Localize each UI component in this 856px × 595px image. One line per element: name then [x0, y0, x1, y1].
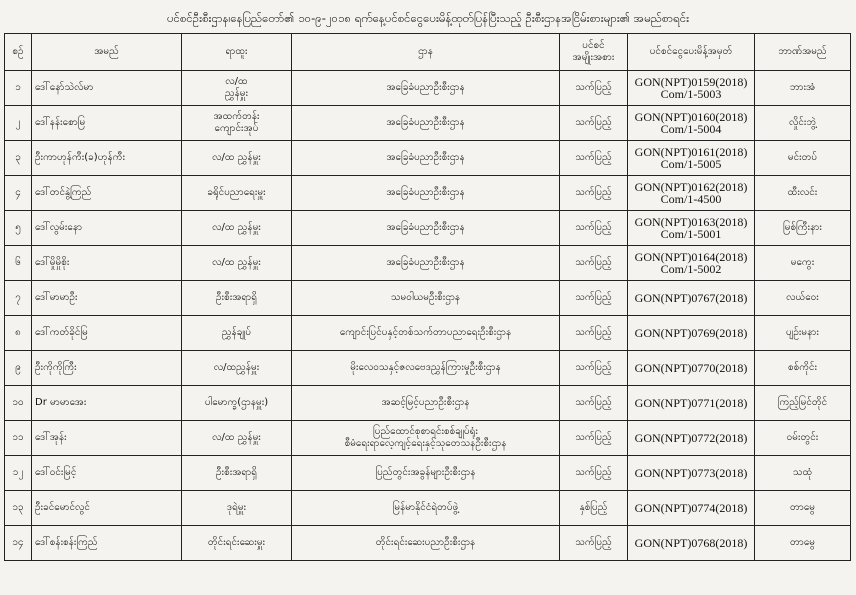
cell-name: ဒေါ်ဝင်းမြင့်	[32, 456, 182, 491]
cell-position-line: ခရိုင်ပညာရေးမှူး	[207, 187, 266, 198]
cell-department	[292, 491, 560, 526]
cell-position-line: လ/ထ	[225, 76, 248, 87]
cell-pension-type: သက်ပြည့်	[560, 386, 628, 421]
cell-department	[292, 456, 560, 491]
cell-license-number	[628, 106, 755, 141]
page-title: ပင်စင်ဦးစီးဌာန၊နေပြည်တော်၏ ၁၀-၉-၂၀၁၈ ရက်နေ့ပင်စင်ငွေပေးမိန့်ထုတ်ပြန်ပြီးသည့် ဦးစီးဌာနအငြိမ်းစားများ၏ အမည်စာရင်း	[166, 11, 689, 25]
cell-license-number	[628, 316, 755, 351]
cell-position	[182, 141, 292, 176]
cell-department-line: အခြေခံပညာဦးစီးဌာန	[386, 117, 465, 128]
cell-department-line: ကျောင်းပြင်ပနှင့်တစ်သက်တာပညာရေးဦးစီးဌာန	[339, 327, 512, 338]
cell-license-number	[628, 351, 755, 386]
cell-position	[182, 281, 292, 316]
cell-license-number	[628, 491, 755, 526]
table-row	[5, 456, 851, 491]
cell-license-number	[628, 71, 755, 106]
cell-subject: ဘားအံ	[755, 71, 851, 106]
cell-department-line: သမဝါယမဦးစီးဌာန	[390, 292, 461, 303]
cell-license-number-line: Com/1-5005	[660, 157, 722, 171]
table-row	[5, 281, 851, 316]
cell-license-number-line: Com/1-5004	[660, 122, 722, 136]
cell-license-number-line: GON(NPT)0162(2018)	[634, 180, 748, 194]
cell-no: ၅	[5, 211, 32, 246]
cell-department	[292, 141, 560, 176]
cell-license-number	[628, 526, 755, 561]
cell-no: ၄	[5, 176, 32, 211]
cell-pension-type: သက်ပြည့်	[560, 526, 628, 561]
cell-position-line: ဦးစီးအရာရှိ	[215, 467, 258, 478]
cell-name: ဒေါ်လွမ်းနော	[32, 211, 182, 246]
col-header-subject: ဘာဏ်အမည်	[755, 34, 851, 71]
table-row	[5, 211, 851, 246]
col-header-pension-type	[560, 34, 628, 71]
cell-subject: ထီးလင်း	[755, 176, 851, 211]
cell-position	[182, 351, 292, 386]
table-row	[5, 421, 851, 456]
cell-license-number	[628, 281, 755, 316]
table-row	[5, 71, 851, 106]
table-row	[5, 141, 851, 176]
cell-department	[292, 281, 560, 316]
cell-pension-type: သက်ပြည့်	[560, 176, 628, 211]
cell-department	[292, 71, 560, 106]
cell-license-number	[628, 211, 755, 246]
cell-position	[182, 211, 292, 246]
cell-department	[292, 421, 560, 456]
cell-department-line: စီမံရေးရာလေ့ကျင့်ရေးနှင့်သုတေသနဦးစီးဌာန	[344, 438, 507, 449]
cell-subject: စစ်ကိုင်း	[755, 351, 851, 386]
cell-position	[182, 176, 292, 211]
cell-department-line: အခြေခံပညာဦးစီးဌာန	[386, 152, 465, 163]
cell-license-number-line: Com/1-4500	[660, 192, 722, 206]
cell-name: ဦးကိုကိုကြီး	[32, 351, 182, 386]
table-row	[5, 106, 851, 141]
cell-license-number-line: GON(NPT)0772(2018)	[634, 431, 748, 445]
cell-name: ဒေါ်နန်းစောမြ	[32, 106, 182, 141]
cell-position	[182, 316, 292, 351]
cell-department-line: အခြေခံပညာဦးစီးဌာန	[386, 257, 465, 268]
cell-position	[182, 106, 292, 141]
cell-name: ဒေါ်ကတ်ခိုင်မြ	[32, 316, 182, 351]
col-header-department: ဌာန	[292, 34, 560, 71]
col-header-pension-type-line1: ပင်စင်	[582, 40, 605, 51]
cell-license-number	[628, 246, 755, 281]
cell-department	[292, 176, 560, 211]
cell-no: ၆	[5, 246, 32, 281]
cell-license-number-line: GON(NPT)0161(2018)	[634, 145, 748, 159]
cell-subject: ဝမ်းတွင်း	[755, 421, 851, 456]
table-row	[5, 351, 851, 386]
table-body	[5, 71, 851, 561]
cell-name: ဒေါ်မာမာဦး	[32, 281, 182, 316]
cell-position-line: ပါမောက္ခ(ဌာနမှူး)	[204, 397, 269, 408]
cell-position-line: ဦးစီးအရာရှိ	[215, 292, 258, 303]
cell-license-number-line: GON(NPT)0771(2018)	[634, 396, 748, 410]
cell-name: ဦးကာဟုန်ကီး(ခ)ဟုန်ကီး	[32, 141, 182, 176]
col-header-pension-type-line2: အမျိုးအစား	[572, 52, 615, 63]
cell-no: ၂	[5, 106, 32, 141]
table-row	[5, 176, 851, 211]
cell-position-line: ညွှန်ချုပ်	[221, 327, 252, 338]
cell-license-number-line: GON(NPT)0773(2018)	[634, 466, 748, 480]
cell-position-line: လ/ထညွှန်မှူး	[213, 362, 260, 373]
cell-name: ဒေါ်စန်းစန်းကြည်	[32, 526, 182, 561]
pensioner-table	[4, 33, 851, 561]
cell-pension-type: သက်ပြည့်	[560, 211, 628, 246]
cell-pension-type: သက်ပြည့်	[560, 456, 628, 491]
cell-license-number	[628, 456, 755, 491]
cell-pension-type: သက်ပြည့်	[560, 141, 628, 176]
cell-no: ၉	[5, 351, 32, 386]
cell-no: ၁၂	[5, 456, 32, 491]
cell-position-line: ကျောင်းအုပ်	[214, 123, 259, 134]
cell-subject: လှိုင်းဘွဲ့	[755, 106, 851, 141]
cell-license-number-line: GON(NPT)0159(2018)	[634, 75, 748, 89]
cell-name: ဒေါ်တင်နွဲ့ကြည်	[32, 176, 182, 211]
cell-position-line: လ/ထ ညွှန်မှူး	[212, 432, 261, 443]
col-header-position: ရာထူး	[182, 34, 292, 71]
cell-department-line: မိုးလေဝသနှင့်ဇလဗေဒညွှန်ကြားမှုဦးစီးဌာန	[350, 362, 501, 373]
cell-position-line: လ/ထ ညွှန်မှူး	[212, 257, 261, 268]
cell-name: ဒေါ်မှိုမှိုစိုး	[32, 246, 182, 281]
cell-name: ဒေါ်အုန်း	[32, 421, 182, 456]
cell-position-line: ဒုရဲမှူး	[226, 502, 247, 513]
cell-department-line: အခြေခံပညာဦးစီးဌာန	[386, 82, 465, 93]
cell-license-number	[628, 176, 755, 211]
cell-no: ၈	[5, 316, 32, 351]
cell-license-number-line: GON(NPT)0770(2018)	[634, 361, 748, 375]
cell-department	[292, 351, 560, 386]
cell-license-number	[628, 141, 755, 176]
cell-pension-type: သက်ပြည့်	[560, 106, 628, 141]
cell-license-number-line: GON(NPT)0767(2018)	[634, 291, 748, 305]
cell-department-line: အခြေခံပညာဦးစီးဌာန	[386, 187, 465, 198]
cell-no: ၁၀	[5, 386, 32, 421]
cell-license-number-line: Com/1-5002	[660, 262, 722, 276]
cell-position-line: ညွှန်မှူး	[224, 88, 249, 99]
cell-pension-type: သက်ပြည့်	[560, 71, 628, 106]
cell-no: ၁၄	[5, 526, 32, 561]
cell-license-number-line: GON(NPT)0163(2018)	[634, 215, 748, 229]
cell-department-line: ပြည်ထောင်စုစာရင်းစစ်ချုပ်ရုံး	[373, 426, 478, 437]
col-header-license: ပင်စင်ငွေပေးမိန့်အမှတ်	[628, 34, 755, 71]
cell-license-number-line: Com/1-5003	[660, 87, 722, 101]
cell-no: ၁၁	[5, 421, 32, 456]
cell-subject: သထုံ	[755, 456, 851, 491]
col-header-no: စဉ်	[5, 34, 32, 71]
cell-subject: ပျဉ်းမနား	[755, 316, 851, 351]
table-row	[5, 491, 851, 526]
cell-subject: မြစ်ကြီးနား	[755, 211, 851, 246]
cell-pension-type: သက်ပြည့်	[560, 316, 628, 351]
cell-department	[292, 211, 560, 246]
cell-subject: တာမွေ	[755, 526, 851, 561]
cell-subject: လယ်ဝေး	[755, 281, 851, 316]
cell-position	[182, 421, 292, 456]
cell-subject: မင်းတပ်	[755, 141, 851, 176]
header-row	[5, 34, 851, 71]
cell-position-line: လ/ထ ညွှန်မှူး	[212, 152, 261, 163]
cell-no: ၁	[5, 71, 32, 106]
cell-license-number-line: GON(NPT)0160(2018)	[634, 110, 748, 124]
cell-position	[182, 386, 292, 421]
cell-license-number-line: GON(NPT)0769(2018)	[634, 326, 748, 340]
cell-department-line: မြန်မာနိုင်ငံရဲတပ်ဖွဲ့	[392, 502, 459, 513]
cell-subject: ကြည့်မြင်တိုင်	[755, 386, 851, 421]
cell-position-line: တိုင်းရင်းဆေးမှူး	[207, 537, 266, 548]
cell-department	[292, 316, 560, 351]
cell-position-line: လ/ထ ညွှန်မှူး	[212, 222, 261, 233]
cell-department-line: ပြည်တွင်းအခွန်များဦးစီးဌာန	[375, 467, 476, 478]
cell-no: ၇	[5, 281, 32, 316]
cell-name: ဒေါ်နော်သဲလ်မာ	[32, 71, 182, 106]
cell-license-number-line: Com/1-5001	[660, 227, 722, 241]
cell-department	[292, 526, 560, 561]
cell-department	[292, 106, 560, 141]
cell-position	[182, 71, 292, 106]
cell-position	[182, 246, 292, 281]
cell-no: ၃	[5, 141, 32, 176]
table-row	[5, 246, 851, 281]
table-row	[5, 526, 851, 561]
col-header-name: အမည်	[32, 34, 182, 71]
cell-name: Dr မာမာအေး	[32, 386, 182, 421]
cell-department-line: တိုင်းရင်းဆေးပညာဦးစီးဌာန	[375, 537, 476, 548]
cell-department	[292, 246, 560, 281]
cell-license-number-line: GON(NPT)0164(2018)	[634, 250, 748, 264]
cell-no: ၁၃	[5, 491, 32, 526]
cell-name: ဦးခင်မောင်လွင်	[32, 491, 182, 526]
cell-pension-type: သက်ပြည့်	[560, 351, 628, 386]
cell-position-line: အထက်တန်း	[213, 111, 260, 122]
cell-position	[182, 526, 292, 561]
cell-license-number	[628, 421, 755, 456]
cell-pension-type: သက်ပြည့်	[560, 421, 628, 456]
cell-subject: မကွေး	[755, 246, 851, 281]
cell-license-number	[628, 386, 755, 421]
cell-department-line: အဆင့်မြင့်ပညာဦးစီးဌာန	[381, 397, 470, 408]
cell-pension-type: သက်ပြည့်	[560, 281, 628, 316]
cell-pension-type: နှစ်ပြည့်	[560, 491, 628, 526]
cell-department	[292, 386, 560, 421]
cell-position	[182, 491, 292, 526]
cell-subject: တာမွေ	[755, 491, 851, 526]
table-row	[5, 386, 851, 421]
cell-position	[182, 456, 292, 491]
cell-license-number-line: GON(NPT)0768(2018)	[634, 536, 748, 550]
table-row	[5, 316, 851, 351]
cell-pension-type: သက်ပြည့်	[560, 246, 628, 281]
cell-license-number-line: GON(NPT)0774(2018)	[634, 501, 748, 515]
cell-department-line: အခြေခံပညာဦးစီးဌာန	[386, 222, 465, 233]
